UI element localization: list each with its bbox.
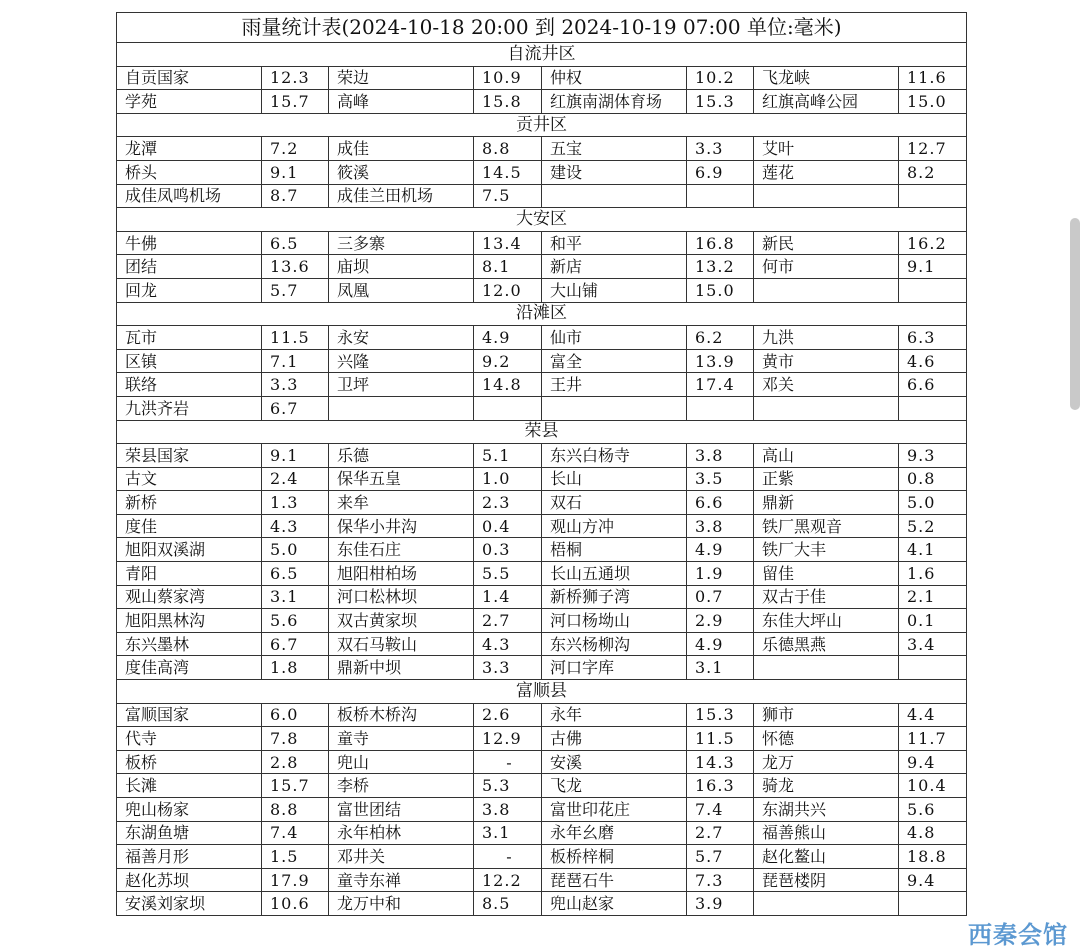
rainfall-value: 13.9	[687, 349, 754, 373]
station-name	[754, 184, 899, 208]
district-name: 富顺县	[117, 680, 967, 704]
station-name: 仲权	[542, 66, 687, 90]
station-name: 兜山赵家	[542, 892, 687, 916]
rainfall-value: 7.5	[474, 184, 542, 208]
rainfall-value: 5.7	[262, 278, 329, 302]
rainfall-value: 14.5	[474, 160, 542, 184]
table-row	[117, 727, 967, 751]
rainfall-value: 5.1	[474, 444, 542, 468]
station-name: 双古于佳	[754, 585, 899, 609]
station-name: 福善月形	[117, 845, 262, 869]
table-row	[117, 514, 967, 538]
rainfall-value: 7.3	[687, 868, 754, 892]
station-name: 安溪	[542, 750, 687, 774]
station-name: 观山蔡家湾	[117, 585, 262, 609]
rainfall-value: 9.2	[474, 349, 542, 373]
rainfall-value: 3.8	[687, 514, 754, 538]
table-row	[117, 160, 967, 184]
station-name: 古佛	[542, 727, 687, 751]
rainfall-value: 3.1	[262, 585, 329, 609]
station-name: 新民	[754, 231, 899, 255]
station-name: 板桥	[117, 750, 262, 774]
rainfall-value: 15.7	[262, 90, 329, 114]
rainfall-value: 12.3	[262, 66, 329, 90]
rainfall-value: 13.6	[262, 255, 329, 279]
rainfall-value: 14.3	[687, 750, 754, 774]
rainfall-value: 1.5	[262, 845, 329, 869]
station-name: 和平	[542, 231, 687, 255]
station-name: 永年	[542, 703, 687, 727]
station-name: 度佳高湾	[117, 656, 262, 680]
rainfall-value: 1.4	[474, 585, 542, 609]
station-name	[754, 892, 899, 916]
rainfall-value: 6.7	[262, 632, 329, 656]
station-name: 青阳	[117, 562, 262, 586]
rainfall-value: 3.8	[687, 444, 754, 468]
rainfall-value: 1.0	[474, 467, 542, 491]
rainfall-value: 6.6	[899, 373, 967, 397]
table-row	[117, 396, 967, 420]
rainfall-value: 3.8	[474, 798, 542, 822]
rainfall-value: 6.5	[262, 562, 329, 586]
rainfall-value: 6.9	[687, 160, 754, 184]
table-row	[117, 562, 967, 586]
rainfall-value: 6.3	[899, 326, 967, 350]
rainfall-value: 1.8	[262, 656, 329, 680]
station-name: 兜山杨家	[117, 798, 262, 822]
rainfall-value: 2.9	[687, 609, 754, 633]
station-name: 富世印花庄	[542, 798, 687, 822]
rainfall-value: 11.6	[899, 66, 967, 90]
station-name: 福善熊山	[754, 821, 899, 845]
station-name: 建设	[542, 160, 687, 184]
district-name: 沿滩区	[117, 302, 967, 326]
table-row	[117, 774, 967, 798]
table-row	[117, 373, 967, 397]
station-name: 东兴杨柳沟	[542, 632, 687, 656]
station-name: 富全	[542, 349, 687, 373]
rainfall-value: 5.6	[899, 798, 967, 822]
rainfall-value: 6.0	[262, 703, 329, 727]
station-name: 河口字库	[542, 656, 687, 680]
rainfall-value: 9.3	[899, 444, 967, 468]
rainfall-value: 3.3	[262, 373, 329, 397]
watermark-logo: 西秦会馆	[968, 921, 1068, 949]
rainfall-value: 15.3	[687, 703, 754, 727]
station-name: 庙坝	[329, 255, 474, 279]
station-name: 保华五皇	[329, 467, 474, 491]
station-name: 莲花	[754, 160, 899, 184]
rainfall-value: 11.5	[687, 727, 754, 751]
rainfall-value: 3.3	[474, 656, 542, 680]
station-name: 九洪	[754, 326, 899, 350]
district-header-row	[117, 43, 967, 67]
table-row	[117, 656, 967, 680]
table-row	[117, 184, 967, 208]
rainfall-value: 2.4	[262, 467, 329, 491]
rainfall-value: 7.8	[262, 727, 329, 751]
table-row	[117, 538, 967, 562]
rainfall-value: 12.0	[474, 278, 542, 302]
district-header-row	[117, 302, 967, 326]
station-name: 龙潭	[117, 137, 262, 161]
rainfall-value: 4.9	[474, 326, 542, 350]
station-name: 旭阳柑柏场	[329, 562, 474, 586]
station-name: 高峰	[329, 90, 474, 114]
title-row	[117, 13, 967, 43]
station-name: 凤凰	[329, 278, 474, 302]
rainfall-value: 11.7	[899, 727, 967, 751]
district-header-row	[117, 208, 967, 232]
station-name: 板桥木桥沟	[329, 703, 474, 727]
station-name: 东兴白杨寺	[542, 444, 687, 468]
station-name: 卫坪	[329, 373, 474, 397]
district-name: 贡井区	[117, 113, 967, 137]
rainfall-value	[687, 396, 754, 420]
rainfall-value: 3.5	[687, 467, 754, 491]
table-row	[117, 750, 967, 774]
station-name: 瓦市	[117, 326, 262, 350]
station-name: 新店	[542, 255, 687, 279]
station-name: 回龙	[117, 278, 262, 302]
station-name: 龙万	[754, 750, 899, 774]
station-name: 自贡国家	[117, 66, 262, 90]
rainfall-value: 4.3	[262, 514, 329, 538]
table-row	[117, 255, 967, 279]
rainfall-value: 15.0	[687, 278, 754, 302]
rainfall-value: 10.9	[474, 66, 542, 90]
station-name: 邓井关	[329, 845, 474, 869]
district-name: 荣县	[117, 420, 967, 444]
station-name: 东湖共兴	[754, 798, 899, 822]
station-name: 古文	[117, 467, 262, 491]
station-name: 琵琶楼阴	[754, 868, 899, 892]
rainfall-value: 1.9	[687, 562, 754, 586]
station-name: 五宝	[542, 137, 687, 161]
rainfall-value: 12.9	[474, 727, 542, 751]
rainfall-value: 4.3	[474, 632, 542, 656]
station-name: 大山铺	[542, 278, 687, 302]
station-name: 骑龙	[754, 774, 899, 798]
rainfall-value: 5.0	[899, 491, 967, 515]
rainfall-value: 5.7	[687, 845, 754, 869]
rainfall-value: 18.8	[899, 845, 967, 869]
district-header-row	[117, 680, 967, 704]
station-name: 铁厂大丰	[754, 538, 899, 562]
rainfall-value	[687, 184, 754, 208]
station-name: 兴隆	[329, 349, 474, 373]
station-name: 旭阳黑林沟	[117, 609, 262, 633]
table-row	[117, 278, 967, 302]
table-title: 雨量统计表(2024-10-18 20:00 到 2024-10-19 07:00 单位:毫米)	[117, 13, 967, 43]
rainfall-value: 4.1	[899, 538, 967, 562]
rainfall-value: 3.9	[687, 892, 754, 916]
station-name: 东佳石庄	[329, 538, 474, 562]
station-name: 赵化苏坝	[117, 868, 262, 892]
rainfall-value: 1.6	[899, 562, 967, 586]
station-name: 双石马鞍山	[329, 632, 474, 656]
station-name: 铁厂黑观音	[754, 514, 899, 538]
rainfall-value: 2.7	[474, 609, 542, 633]
table-row	[117, 585, 967, 609]
table-row	[117, 703, 967, 727]
station-name: 琵琶石牛	[542, 868, 687, 892]
rainfall-value: 5.6	[262, 609, 329, 633]
rainfall-value: -	[474, 845, 542, 869]
station-name: 富顺国家	[117, 703, 262, 727]
rainfall-value: 8.8	[474, 137, 542, 161]
rainfall-value: 7.4	[687, 798, 754, 822]
rainfall-value: 7.2	[262, 137, 329, 161]
rainfall-value: 12.2	[474, 868, 542, 892]
station-name: 荣县国家	[117, 444, 262, 468]
table-row	[117, 349, 967, 373]
rainfall-value: 7.1	[262, 349, 329, 373]
station-name: 何市	[754, 255, 899, 279]
station-name: 三多寨	[329, 231, 474, 255]
station-name: 留佳	[754, 562, 899, 586]
station-name: 联络	[117, 373, 262, 397]
station-name: 赵化鳌山	[754, 845, 899, 869]
table-row	[117, 798, 967, 822]
table-row	[117, 892, 967, 916]
rainfall-value: 2.7	[687, 821, 754, 845]
station-name: 童寺	[329, 727, 474, 751]
rainfall-value: 7.4	[262, 821, 329, 845]
rainfall-value: 0.7	[687, 585, 754, 609]
rainfall-value: 16.3	[687, 774, 754, 798]
station-name: 来牟	[329, 491, 474, 515]
station-name: 乐德	[329, 444, 474, 468]
station-name: 代寺	[117, 727, 262, 751]
station-name: 龙万中和	[329, 892, 474, 916]
rainfall-value: 2.3	[474, 491, 542, 515]
station-name: 飞龙峡	[754, 66, 899, 90]
rainfall-value: 1.3	[262, 491, 329, 515]
station-name: 九洪齐岩	[117, 396, 262, 420]
station-name: 安溪刘家坝	[117, 892, 262, 916]
station-name: 高山	[754, 444, 899, 468]
rainfall-value: 8.1	[474, 255, 542, 279]
station-name: 双古黄家坝	[329, 609, 474, 633]
station-name: 艾叶	[754, 137, 899, 161]
station-name: 东兴墨林	[117, 632, 262, 656]
rainfall-value: 9.1	[262, 444, 329, 468]
rainfall-value: 6.2	[687, 326, 754, 350]
rainfall-value: 15.8	[474, 90, 542, 114]
rainfall-value: 9.1	[262, 160, 329, 184]
station-name: 永安	[329, 326, 474, 350]
rainfall-value: 6.5	[262, 231, 329, 255]
station-name: 区镇	[117, 349, 262, 373]
district-header-row	[117, 420, 967, 444]
table-row	[117, 444, 967, 468]
table-row	[117, 467, 967, 491]
station-name: 邓关	[754, 373, 899, 397]
rainfall-value: 16.2	[899, 231, 967, 255]
station-name: 李桥	[329, 774, 474, 798]
rainfall-value	[899, 656, 967, 680]
rainfall-value: 14.8	[474, 373, 542, 397]
station-name: 团结	[117, 255, 262, 279]
rainfall-value: 15.0	[899, 90, 967, 114]
station-name: 双石	[542, 491, 687, 515]
station-name	[754, 278, 899, 302]
station-name: 桥头	[117, 160, 262, 184]
station-name	[542, 396, 687, 420]
rainfall-value: 5.0	[262, 538, 329, 562]
rainfall-value: 17.4	[687, 373, 754, 397]
station-name: 永年幺磨	[542, 821, 687, 845]
rainfall-value: 2.1	[899, 585, 967, 609]
rainfall-value: 4.9	[687, 632, 754, 656]
rainfall-value: 9.4	[899, 868, 967, 892]
station-name: 红旗高峰公园	[754, 90, 899, 114]
station-name: 红旗南湖体育场	[542, 90, 687, 114]
station-name: 牛佛	[117, 231, 262, 255]
rainfall-value: 4.8	[899, 821, 967, 845]
station-name: 河口杨坳山	[542, 609, 687, 633]
rainfall-value: 13.4	[474, 231, 542, 255]
rainfall-value: 12.7	[899, 137, 967, 161]
station-name: 筱溪	[329, 160, 474, 184]
station-name: 长山五通坝	[542, 562, 687, 586]
station-name: 度佳	[117, 514, 262, 538]
rainfall-value: 8.5	[474, 892, 542, 916]
rainfall-value: 11.5	[262, 326, 329, 350]
rainfall-value: 3.1	[687, 656, 754, 680]
table-row	[117, 845, 967, 869]
station-name	[754, 396, 899, 420]
table-row	[117, 90, 967, 114]
station-name: 富世团结	[329, 798, 474, 822]
table-row	[117, 609, 967, 633]
station-name: 新桥	[117, 491, 262, 515]
rainfall-value: 8.8	[262, 798, 329, 822]
rainfall-value: 9.1	[899, 255, 967, 279]
rainfall-value: 6.7	[262, 396, 329, 420]
rainfall-value: 10.4	[899, 774, 967, 798]
scrollbar-thumb[interactable]	[1070, 218, 1080, 410]
rainfall-value: 4.4	[899, 703, 967, 727]
rainfall-value: 15.7	[262, 774, 329, 798]
station-name: 成佳	[329, 137, 474, 161]
station-name: 成佳凤鸣机场	[117, 184, 262, 208]
rainfall-value: 5.3	[474, 774, 542, 798]
station-name	[542, 184, 687, 208]
district-name: 自流井区	[117, 43, 967, 67]
table-row	[117, 231, 967, 255]
rainfall-value: 16.8	[687, 231, 754, 255]
table-row	[117, 868, 967, 892]
rainfall-value: 0.8	[899, 467, 967, 491]
station-name: 河口松林坝	[329, 585, 474, 609]
station-name: 正紫	[754, 467, 899, 491]
station-name: 新桥狮子湾	[542, 585, 687, 609]
rainfall-value: 5.2	[899, 514, 967, 538]
station-name: 观山方冲	[542, 514, 687, 538]
rainfall-value: 8.7	[262, 184, 329, 208]
rainfall-value: 13.2	[687, 255, 754, 279]
rainfall-value: 9.4	[899, 750, 967, 774]
station-name: 东湖鱼塘	[117, 821, 262, 845]
station-name: 板桥梓桐	[542, 845, 687, 869]
station-name: 成佳兰田机场	[329, 184, 474, 208]
station-name: 仙市	[542, 326, 687, 350]
rainfall-table	[116, 12, 967, 916]
station-name: 狮市	[754, 703, 899, 727]
rainfall-value	[899, 278, 967, 302]
rainfall-value: 0.3	[474, 538, 542, 562]
station-name: 乐德黑燕	[754, 632, 899, 656]
station-name: 飞龙	[542, 774, 687, 798]
district-name: 大安区	[117, 208, 967, 232]
rainfall-value: 10.2	[687, 66, 754, 90]
table-row	[117, 491, 967, 515]
station-name: 梧桐	[542, 538, 687, 562]
rainfall-value: 0.1	[899, 609, 967, 633]
rainfall-value: 2.6	[474, 703, 542, 727]
rainfall-value	[899, 184, 967, 208]
station-name: 兜山	[329, 750, 474, 774]
table-row	[117, 66, 967, 90]
station-name	[329, 396, 474, 420]
rainfall-value: -	[474, 750, 542, 774]
rainfall-value	[899, 892, 967, 916]
station-name: 荣边	[329, 66, 474, 90]
station-name: 学苑	[117, 90, 262, 114]
station-name: 长山	[542, 467, 687, 491]
station-name: 黄市	[754, 349, 899, 373]
station-name: 保华小井沟	[329, 514, 474, 538]
station-name: 王井	[542, 373, 687, 397]
station-name: 长滩	[117, 774, 262, 798]
station-name: 鼎新中坝	[329, 656, 474, 680]
station-name: 东佳大坪山	[754, 609, 899, 633]
rainfall-value: 17.9	[262, 868, 329, 892]
rainfall-value: 4.9	[687, 538, 754, 562]
rainfall-value: 3.4	[899, 632, 967, 656]
rainfall-value: 10.6	[262, 892, 329, 916]
rainfall-value	[474, 396, 542, 420]
rainfall-value: 0.4	[474, 514, 542, 538]
rainfall-value: 5.5	[474, 562, 542, 586]
rainfall-value	[899, 396, 967, 420]
rainfall-value: 6.6	[687, 491, 754, 515]
table-row	[117, 821, 967, 845]
rainfall-value: 3.3	[687, 137, 754, 161]
rainfall-value: 3.1	[474, 821, 542, 845]
rainfall-value: 15.3	[687, 90, 754, 114]
station-name: 永年柏林	[329, 821, 474, 845]
station-name: 怀德	[754, 727, 899, 751]
rainfall-value: 4.6	[899, 349, 967, 373]
station-name: 旭阳双溪湖	[117, 538, 262, 562]
table-row	[117, 137, 967, 161]
station-name: 鼎新	[754, 491, 899, 515]
table-row	[117, 326, 967, 350]
district-header-row	[117, 113, 967, 137]
station-name: 童寺东禅	[329, 868, 474, 892]
table-row	[117, 632, 967, 656]
rainfall-value: 8.2	[899, 160, 967, 184]
rainfall-value: 2.8	[262, 750, 329, 774]
station-name	[754, 656, 899, 680]
